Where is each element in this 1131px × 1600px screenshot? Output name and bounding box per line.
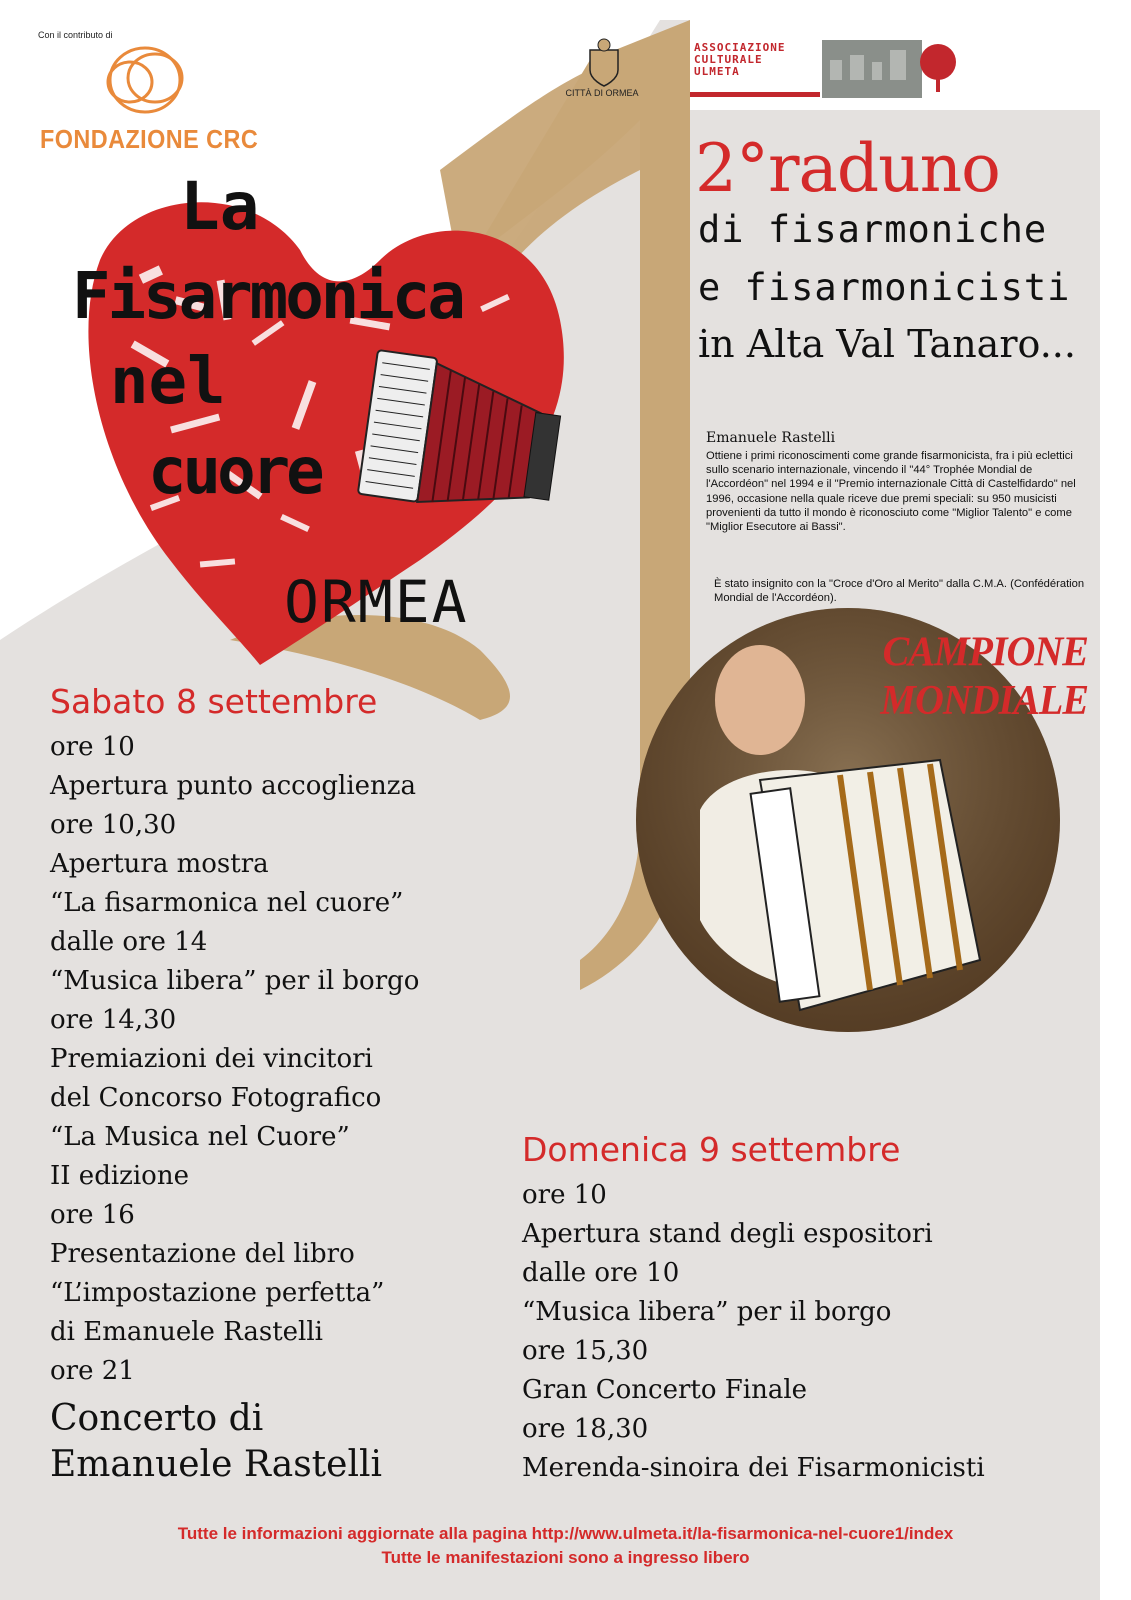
association-name-line: ASSOCIAZIONE bbox=[694, 41, 786, 54]
event-place: ORMEA bbox=[284, 568, 469, 636]
schedule-line: Premiazioni dei vincitori bbox=[50, 1044, 373, 1074]
association-name-line: ULMETA bbox=[694, 65, 740, 78]
ormea-crest bbox=[590, 39, 618, 86]
concert-line: Emanuele Rastelli bbox=[50, 1444, 382, 1485]
event-title-fisarmonica: Fisarmonica bbox=[72, 260, 463, 334]
schedule-line: ore 14,30 bbox=[50, 1005, 177, 1035]
bio-text-award: È stato insignito con la "Croce d'Oro al Merito" dalla C.M.A. (Confédération Mondial de l'Accordéon). bbox=[714, 578, 1085, 605]
footer-free-entry: Tutte le manifestazioni sono a ingresso libero bbox=[381, 1548, 750, 1567]
schedule-line: Presentazione del libro bbox=[50, 1239, 355, 1269]
badge-line: CAMPIONE bbox=[882, 627, 1088, 675]
schedule-line: ore 10 bbox=[50, 732, 135, 762]
headline-sub3: in Alta Val Tanaro... bbox=[698, 322, 1076, 366]
association-name-line: CULTURALE bbox=[694, 53, 763, 66]
schedule-line: ore 10 bbox=[522, 1180, 607, 1210]
schedule-line: dalle ore 14 bbox=[50, 927, 208, 957]
saturday-concert bbox=[50, 1396, 382, 1488]
schedule-line: del Concorso Fotografico bbox=[50, 1083, 382, 1113]
sponsor-name: FONDAZIONE CRC bbox=[40, 124, 259, 154]
sponsor-label: Con il contributo di bbox=[38, 30, 113, 40]
saturday-title: Sabato 8 settembre bbox=[50, 682, 378, 721]
headline-sub1: di fisarmoniche bbox=[698, 208, 1048, 251]
sunday-schedule bbox=[522, 1176, 985, 1488]
saturday-schedule bbox=[50, 728, 419, 1391]
bio-name: Emanuele Rastelli bbox=[706, 430, 836, 446]
schedule-line: Merenda-sinoira dei Fisarmonicisti bbox=[522, 1453, 985, 1483]
badge-line: MONDIALE bbox=[880, 676, 1088, 724]
town-logo-label: CITTÀ DI ORMEA bbox=[565, 88, 639, 98]
schedule-line: “Musica libera” per il borgo bbox=[50, 966, 420, 996]
schedule-line: Gran Concerto Finale bbox=[522, 1375, 808, 1405]
schedule-line: Apertura punto accoglienza bbox=[50, 771, 417, 801]
footer-info-link[interactable]: Tutte le informazioni aggiornate alla pagina http://www.ulmeta.it/la-fisarmonica-nel-cuore1/index bbox=[177, 1524, 954, 1543]
schedule-line: dalle ore 10 bbox=[522, 1258, 680, 1288]
schedule-line: ore 16 bbox=[50, 1200, 135, 1230]
schedule-line: ore 21 bbox=[50, 1356, 135, 1386]
schedule-line: Apertura mostra bbox=[50, 849, 269, 879]
schedule-line: Apertura stand degli espositori bbox=[522, 1219, 933, 1249]
association-name bbox=[694, 42, 785, 78]
schedule-line: “La fisarmonica nel cuore” bbox=[50, 888, 404, 918]
schedule-line: II edizione bbox=[50, 1161, 189, 1191]
schedule-line: “L’impostazione perfetta” bbox=[50, 1278, 385, 1308]
world-champion-badge bbox=[838, 628, 1088, 725]
crc-logo bbox=[108, 48, 182, 112]
bio-text: Ottiene i primi riconoscimenti come grande fisarmonicista, fra i più eclettici sullo scenario internazionale, vincendo il "44° Trophée Mondial de l'Accordéon" nel 1994 e il "Premio internazionale Città di Castelfidardo" nel 1996, occasione nella quale riceve due premi speciali: su 950 musicisti provenienti da tutto il mondo è riconosciuto come "Miglior Talento" e come "Miglior Esecutore ai Bassi". bbox=[706, 450, 1076, 534]
event-title-la: La bbox=[180, 168, 260, 245]
headline-sub2: e fisarmonicisti bbox=[698, 266, 1071, 309]
concert-line: Concerto di bbox=[50, 1398, 264, 1439]
headline-raduno: 2°raduno bbox=[695, 130, 1000, 207]
schedule-line: di Emanuele Rastelli bbox=[50, 1317, 323, 1347]
schedule-line: ore 15,30 bbox=[522, 1336, 649, 1366]
event-title-cuore: cuore bbox=[148, 435, 321, 509]
sunday-title: Domenica 9 settembre bbox=[522, 1130, 901, 1169]
schedule-line: ore 18,30 bbox=[522, 1414, 649, 1444]
schedule-line: “Musica libera” per il borgo bbox=[522, 1297, 892, 1327]
schedule-line: ore 10,30 bbox=[50, 810, 177, 840]
event-title-nel: nel bbox=[110, 345, 226, 419]
schedule-line: “La Musica nel Cuore” bbox=[50, 1122, 350, 1152]
assoc-red-line bbox=[690, 92, 820, 97]
